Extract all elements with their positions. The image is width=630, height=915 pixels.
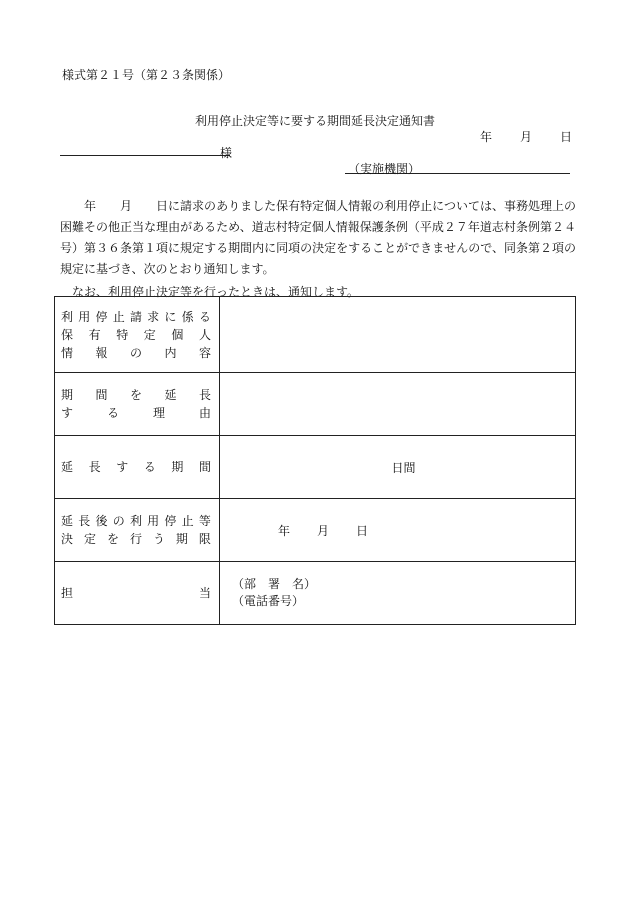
label-char: 利 bbox=[129, 514, 142, 528]
label-char: 期 bbox=[175, 532, 188, 546]
label-line bbox=[61, 458, 211, 476]
issue-date-year: 年 bbox=[480, 130, 493, 144]
label-char: 長 bbox=[78, 514, 91, 528]
table-row-reason bbox=[55, 373, 576, 436]
label-char: 限 bbox=[198, 532, 211, 546]
institution-label: （実施機関） bbox=[348, 162, 421, 176]
row-label-content bbox=[55, 297, 220, 373]
label-char: 決 bbox=[61, 532, 74, 546]
notice-table bbox=[54, 296, 576, 625]
row-value-reason[interactable] bbox=[220, 373, 576, 436]
label-char: 用 bbox=[78, 309, 91, 324]
label-line bbox=[61, 584, 211, 602]
table-row-contact bbox=[55, 562, 576, 625]
label-char: 保 bbox=[61, 327, 74, 342]
label-char: 求 bbox=[147, 309, 160, 324]
row-label-period bbox=[55, 436, 220, 499]
label-char: 容 bbox=[198, 345, 211, 360]
label-char: に bbox=[164, 309, 177, 324]
label-char: 期 bbox=[171, 460, 184, 474]
body-paragraph: 年 月 日に請求のありました保有特定個人情報の利用停止については、事務処理上の困難その他正当な理由があるため、道志村特定個人情報保護条例（平成２７年道志村条例第２４号）第３６条第１項に規定する期間内に同項の決定をすることができませんので、同条第２項の規定に基づき、次のとおり通知します。 bbox=[60, 199, 576, 276]
label-char: 停 bbox=[95, 309, 108, 324]
label-char: 長 bbox=[198, 388, 211, 402]
row-label-reason bbox=[55, 373, 220, 436]
label-char: 担 bbox=[61, 586, 74, 600]
label-char: 利 bbox=[61, 309, 74, 324]
label-char: の bbox=[112, 514, 125, 528]
label-line bbox=[61, 386, 211, 404]
table-row-deadline bbox=[55, 499, 576, 562]
label-line bbox=[61, 326, 211, 344]
document-title: 利用停止決定等に要する期間延長決定通知書 bbox=[194, 114, 435, 128]
row-value-contact[interactable] bbox=[220, 562, 576, 625]
label-line bbox=[61, 404, 211, 422]
label-char: 止 bbox=[181, 514, 194, 528]
issue-date bbox=[480, 128, 572, 145]
issue-date-month: 月 bbox=[519, 130, 532, 144]
label-char: 個 bbox=[171, 327, 184, 342]
addressee-suffix: 様 bbox=[220, 146, 233, 160]
label-char: 報 bbox=[95, 345, 108, 360]
addressee-underline bbox=[60, 155, 230, 156]
label-char: 有 bbox=[88, 327, 101, 342]
label-char: 定 bbox=[143, 327, 156, 342]
label-char: 係 bbox=[181, 309, 194, 324]
label-char: 間 bbox=[95, 388, 108, 402]
label-char: 特 bbox=[116, 327, 129, 342]
label-char: 延 bbox=[164, 388, 177, 402]
label-char: 定 bbox=[83, 532, 96, 546]
issue-date-day: 日 bbox=[559, 130, 572, 144]
row-label-deadline bbox=[55, 499, 220, 562]
period-days: 日間 bbox=[391, 460, 416, 475]
label-char: 行 bbox=[129, 532, 142, 546]
label-char: 用 bbox=[147, 514, 160, 528]
label-char: る bbox=[198, 309, 211, 324]
deadline-day: 日 bbox=[355, 523, 368, 538]
label-line bbox=[61, 512, 211, 530]
row-label-contact bbox=[55, 562, 220, 625]
row-value-period[interactable] bbox=[220, 436, 576, 499]
deadline-month: 月 bbox=[316, 523, 329, 538]
label-char: る bbox=[143, 460, 156, 474]
label-char: 由 bbox=[198, 406, 211, 420]
form-number: 様式第２１号（第２３条関係） bbox=[62, 68, 231, 82]
row-value-content[interactable] bbox=[220, 297, 576, 373]
label-line bbox=[61, 530, 211, 548]
label-char: る bbox=[106, 406, 119, 420]
label-line bbox=[61, 344, 211, 362]
phone-number-label: （電話番号） bbox=[232, 594, 305, 608]
note-paragraph: なお、利用停止決定等を行ったときは、通知します。 bbox=[72, 285, 360, 299]
label-char: 内 bbox=[164, 345, 177, 360]
table-row-content bbox=[55, 297, 576, 373]
label-char: 等 bbox=[198, 514, 211, 528]
label-char: 延 bbox=[61, 460, 74, 474]
label-char: を bbox=[129, 388, 142, 402]
label-char: す bbox=[61, 406, 74, 420]
label-char: を bbox=[106, 532, 119, 546]
label-char: 間 bbox=[198, 460, 211, 474]
label-char: 請 bbox=[129, 309, 142, 324]
label-char: の bbox=[129, 345, 142, 360]
table-row-period bbox=[55, 436, 576, 499]
label-char: 止 bbox=[112, 309, 125, 324]
label-line bbox=[61, 308, 211, 326]
deadline-year: 年 bbox=[278, 523, 291, 538]
label-char: 長 bbox=[88, 460, 101, 474]
label-char: 情 bbox=[61, 345, 74, 360]
label-char: 後 bbox=[95, 514, 108, 528]
label-char: 延 bbox=[61, 514, 74, 528]
label-char: 人 bbox=[198, 327, 211, 342]
label-char: う bbox=[152, 532, 165, 546]
row-value-deadline[interactable] bbox=[220, 499, 576, 562]
label-char: す bbox=[116, 460, 129, 474]
deadline-date bbox=[278, 522, 368, 539]
label-char: 停 bbox=[164, 514, 177, 528]
label-char: 理 bbox=[152, 406, 165, 420]
label-char: 当 bbox=[198, 586, 211, 600]
department-name-label: （部 署 名） bbox=[232, 577, 317, 591]
label-char: 期 bbox=[61, 388, 74, 402]
